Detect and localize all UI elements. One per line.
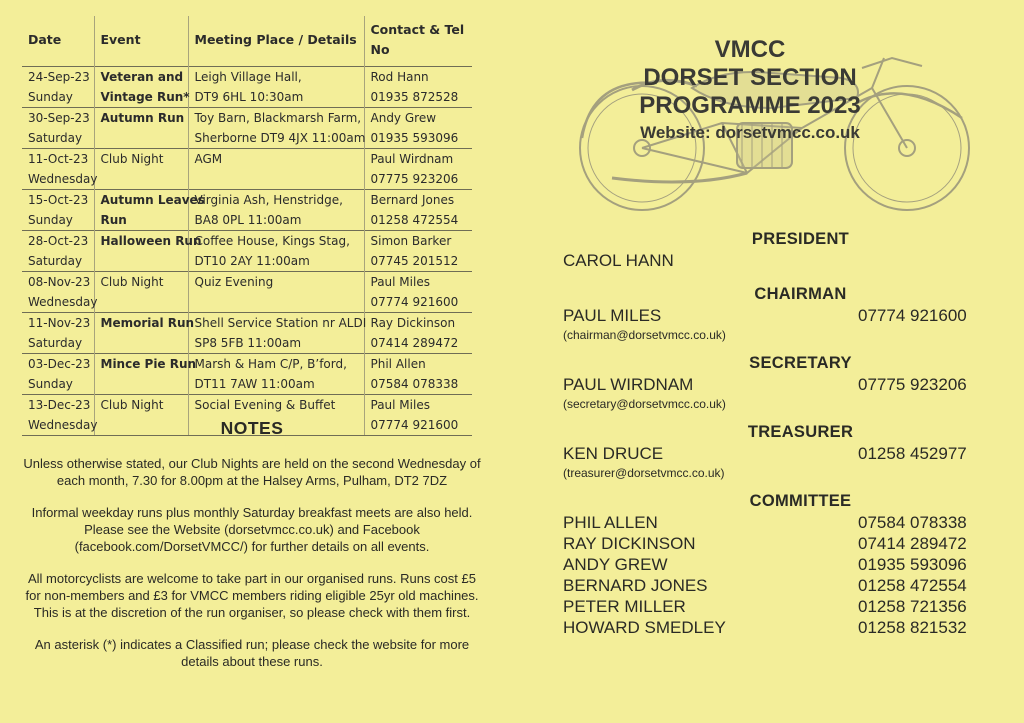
event-name-cont: Run <box>100 213 127 227</box>
event-contact: Paul Wirdnam <box>370 152 454 166</box>
event-place: Social Evening & Buffet <box>194 398 336 412</box>
officers-section <box>563 228 978 638</box>
event-place: Marsh & Ham C/P, B’ford, <box>194 357 347 371</box>
notes-section <box>22 420 482 685</box>
event-name-cell <box>94 313 195 354</box>
event-day: Wednesday <box>28 172 98 186</box>
event-tel: 07775 923206 <box>370 172 459 186</box>
role-committee: COMMITTEE <box>749 492 852 510</box>
event-contact: Paul Miles <box>370 275 430 289</box>
title-vmcc: VMCC <box>714 36 786 63</box>
committee-member-name: HOWARD SMEDLEY <box>563 618 726 637</box>
event-name-cell <box>94 190 205 231</box>
event-contact-cell <box>364 272 472 313</box>
chairman-entry <box>563 305 978 326</box>
event-tel: 07774 921600 <box>370 418 459 432</box>
event-contact-cell <box>364 108 472 149</box>
event-name: Autumn Run <box>100 111 185 125</box>
event-place-cell <box>188 231 364 272</box>
role-treasurer: TREASURER <box>747 423 854 441</box>
committee-list <box>563 490 978 638</box>
event-date: 03-Dec-23 <box>28 357 91 371</box>
event-date: 15-Oct-23 <box>28 193 89 207</box>
event-name: Club Night <box>100 398 164 412</box>
committee-member-phone: 01258 472554 <box>858 576 967 595</box>
event-row <box>22 231 472 272</box>
website-text: Website: dorsetvmcc.co.uk <box>640 123 860 142</box>
chairman-phone: 07774 921600 <box>858 306 967 325</box>
event-contact: Bernard Jones <box>370 193 455 207</box>
event-date: 08-Nov-23 <box>28 275 91 289</box>
title-section: DORSET SECTION <box>643 64 857 91</box>
title-programme: PROGRAMME 2023 <box>639 92 861 119</box>
notes-paragraph: Unless otherwise stated, our Club Nights are held on the second Wednesday of each month, 7.30 for 8.00pm at the Halsey Arms, Pulham, DT2 7DZ <box>23 456 481 488</box>
treasurer-phone: 01258 452977 <box>858 444 967 463</box>
event-contact: Andy Grew <box>370 111 437 125</box>
events-table <box>22 16 472 436</box>
event-tel: 01935 593096 <box>370 131 459 145</box>
event-row <box>22 190 472 231</box>
committee-member <box>563 575 978 596</box>
president-name: CAROL HANN <box>563 251 674 270</box>
committee-member-name: ANDY GREW <box>563 555 668 574</box>
event-date: 11-Nov-23 <box>28 316 91 330</box>
event-day: Wednesday <box>28 418 98 432</box>
event-date-cell <box>22 67 94 108</box>
chairman-name: PAUL MILES <box>563 306 662 325</box>
event-contact-cell <box>364 67 472 108</box>
event-day: Saturday <box>28 131 83 145</box>
event-date-cell <box>22 190 94 231</box>
event-name-cell <box>94 231 202 272</box>
event-row <box>22 354 472 395</box>
event-name: Autumn Leaves <box>100 193 205 207</box>
event-name-cell <box>94 354 197 395</box>
event-tel: 01935 872528 <box>370 90 459 104</box>
event-name-cont: Vintage Run* <box>100 90 190 104</box>
event-contact: Simon Barker <box>370 234 452 248</box>
programme-title <box>560 36 940 144</box>
event-contact: Paul Miles <box>370 398 430 412</box>
event-name-cell <box>94 149 188 190</box>
secretary-name: PAUL WIRDNAM <box>563 375 694 394</box>
event-place: Coffee House, Kings Stag, <box>194 234 350 248</box>
event-tel: 07745 201512 <box>370 254 459 268</box>
event-place-cell <box>188 272 364 313</box>
committee-member <box>563 554 978 575</box>
event-name-cell <box>94 272 188 313</box>
event-day: Saturday <box>28 254 83 268</box>
event-name: Club Night <box>100 152 164 166</box>
event-date: 30-Sep-23 <box>28 111 90 125</box>
event-row <box>22 149 472 190</box>
event-date: 24-Sep-23 <box>28 70 90 84</box>
event-place-cont: Sherborne DT9 4JX 11:00am <box>194 131 366 145</box>
event-place-cont: DT9 6HL 10:30am <box>194 90 304 104</box>
event-place: Virginia Ash, Henstridge, <box>194 193 343 207</box>
treasurer-email: (treasurer@dorsetvmcc.co.uk) <box>563 466 725 480</box>
event-tel: 07414 289472 <box>370 336 459 350</box>
secretary-email: (secretary@dorsetvmcc.co.uk) <box>563 397 726 411</box>
committee-member-phone: 07414 289472 <box>858 534 967 553</box>
president-entry <box>563 250 978 271</box>
secretary-phone: 07775 923206 <box>858 375 967 394</box>
event-place: Toy Barn, Blackmarsh Farm, <box>194 111 362 125</box>
event-day: Wednesday <box>28 295 98 309</box>
event-tel: 07584 078338 <box>370 377 459 391</box>
event-day: Sunday <box>28 377 73 391</box>
event-place: AGM <box>194 152 223 166</box>
committee-member-phone: 01935 593096 <box>858 555 967 574</box>
committee-member-phone: 01258 721356 <box>858 597 967 616</box>
notes-paragraph: An asterisk (*) indicates a Classified run; please check the website for more details about these runs. <box>34 637 470 669</box>
role-secretary: SECRETARY <box>749 354 852 372</box>
event-place-cell <box>188 190 364 231</box>
committee-member-name: BERNARD JONES <box>563 576 708 595</box>
event-place-cont: DT10 2AY 11:00am <box>194 254 310 268</box>
event-place-cell <box>188 313 367 354</box>
committee-member-name: PETER MILLER <box>563 597 686 616</box>
event-date-cell <box>22 108 94 149</box>
event-contact-cell <box>364 149 472 190</box>
event-date: 13-Dec-23 <box>28 398 91 412</box>
event-contact: Ray Dickinson <box>370 316 456 330</box>
event-place-cell <box>188 108 364 149</box>
event-name: Halloween Run <box>100 234 202 248</box>
treasurer-entry <box>563 443 978 464</box>
event-contact-cell <box>364 231 472 272</box>
events-header-row <box>22 16 472 67</box>
event-day: Sunday <box>28 90 73 104</box>
event-place-cell <box>188 67 364 108</box>
role-president: PRESIDENT <box>751 230 850 248</box>
event-name: Memorial Run <box>100 316 195 330</box>
event-date: 11-Oct-23 <box>28 152 89 166</box>
event-day: Saturday <box>28 336 83 350</box>
event-contact: Phil Allen <box>370 357 426 371</box>
event-name-cell <box>94 67 188 108</box>
event-place-cont: SP8 5FB 11:00am <box>194 336 302 350</box>
notes-paragraph: All motorcyclists are welcome to take part in our organised runs. Runs cost £5 for non-members and £3 for VMCC members riding eligible 25yr old machines. This is at the discretion of the run organiser, so please check with them first. <box>25 571 479 620</box>
event-tel: 07774 921600 <box>370 295 459 309</box>
committee-member-name: PHIL ALLEN <box>563 513 658 532</box>
event-contact-cell <box>364 313 472 354</box>
committee-member <box>563 533 978 554</box>
committee-member <box>563 512 978 533</box>
committee-member-name: RAY DICKINSON <box>563 534 696 553</box>
event-day: Sunday <box>28 213 73 227</box>
event-place-cell <box>188 149 364 190</box>
secretary-entry <box>563 374 978 395</box>
event-date-cell <box>22 231 94 272</box>
event-name: Club Night <box>100 275 164 289</box>
committee-member <box>563 617 978 638</box>
role-chairman: CHAIRMAN <box>754 285 847 303</box>
event-contact: Rod Hann <box>370 70 429 84</box>
event-place: Quiz Evening <box>194 275 274 289</box>
event-date-cell <box>22 149 98 190</box>
event-date-cell <box>22 313 94 354</box>
event-name-cell <box>94 108 188 149</box>
event-row <box>22 108 472 149</box>
event-place: Shell Service Station nr ALDI <box>194 316 367 330</box>
notes-paragraph: Informal weekday runs plus monthly Saturday breakfast meets are also held. Please see the Website (dorsetvmcc.co.uk) and Facebook (facebook.com/DorsetVMCC/) for further details on all events. <box>31 505 473 554</box>
event-date: 28-Oct-23 <box>28 234 89 248</box>
header-place: Meeting Place / Details <box>188 16 364 67</box>
treasurer-name: KEN DRUCE <box>563 444 664 463</box>
event-row <box>22 272 472 313</box>
event-date-cell <box>22 272 98 313</box>
committee-member <box>563 596 978 617</box>
header-date: Date <box>28 32 62 47</box>
chairman-email: (chairman@dorsetvmcc.co.uk) <box>563 328 726 342</box>
event-row <box>22 313 472 354</box>
event-place: Leigh Village Hall, <box>194 70 302 84</box>
header-contact: Contact & Tel No <box>364 16 472 67</box>
committee-member-phone: 07584 078338 <box>858 513 967 532</box>
notes-heading: NOTES <box>220 418 284 438</box>
header-event: Event <box>94 16 188 67</box>
event-contact-cell <box>364 190 472 231</box>
event-row <box>22 67 472 108</box>
event-place-cont: DT11 7AW 11:00am <box>194 377 315 391</box>
committee-member-phone: 01258 821532 <box>858 618 967 637</box>
event-name: Mince Pie Run <box>100 357 197 371</box>
event-contact-cell <box>364 354 472 395</box>
event-place-cell <box>188 354 364 395</box>
event-place-cont: BA8 0PL 11:00am <box>194 213 302 227</box>
event-tel: 01258 472554 <box>370 213 459 227</box>
event-date-cell <box>22 354 94 395</box>
event-name: Veteran and <box>100 70 184 84</box>
